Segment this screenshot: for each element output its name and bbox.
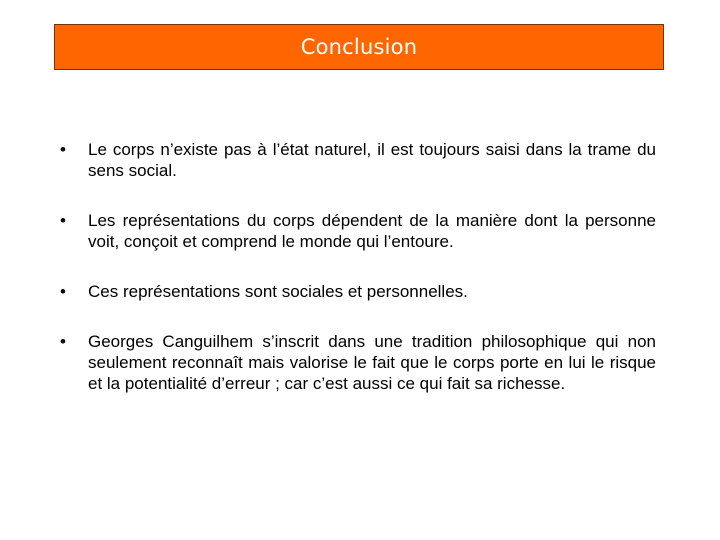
bullet-list — [56, 139, 656, 394]
bullet-item — [56, 281, 656, 302]
bullet-item — [56, 331, 656, 394]
bullet-text: Le corps n’existe pas à l’état naturel, il est toujours saisi dans la trame du sens social. — [88, 140, 656, 180]
bullet-text: Les représentations du corps dépendent de la manière dont la personne voit, conçoit et comprend le monde qui l’entoure. — [88, 211, 656, 251]
bullet-dot: • — [60, 282, 66, 301]
bullet-item — [56, 139, 656, 181]
bullet-dot: • — [60, 332, 66, 351]
bullet-text: Ces représentations sont sociales et personnelles. — [88, 282, 468, 301]
bullet-dot: • — [60, 140, 66, 159]
slide-title: Conclusion — [300, 35, 418, 59]
bullet-text: Georges Canguilhem s’inscrit dans une tradition philosophique qui non seulement reconnaît mais valorise le fait que le corps porte en lui le risque et la potentialité d’erreur ; car c’est aussi ce qui fait sa richesse. — [88, 332, 656, 393]
bullet-item — [56, 210, 656, 252]
bullet-dot: • — [60, 211, 66, 230]
title-banner — [54, 24, 664, 70]
